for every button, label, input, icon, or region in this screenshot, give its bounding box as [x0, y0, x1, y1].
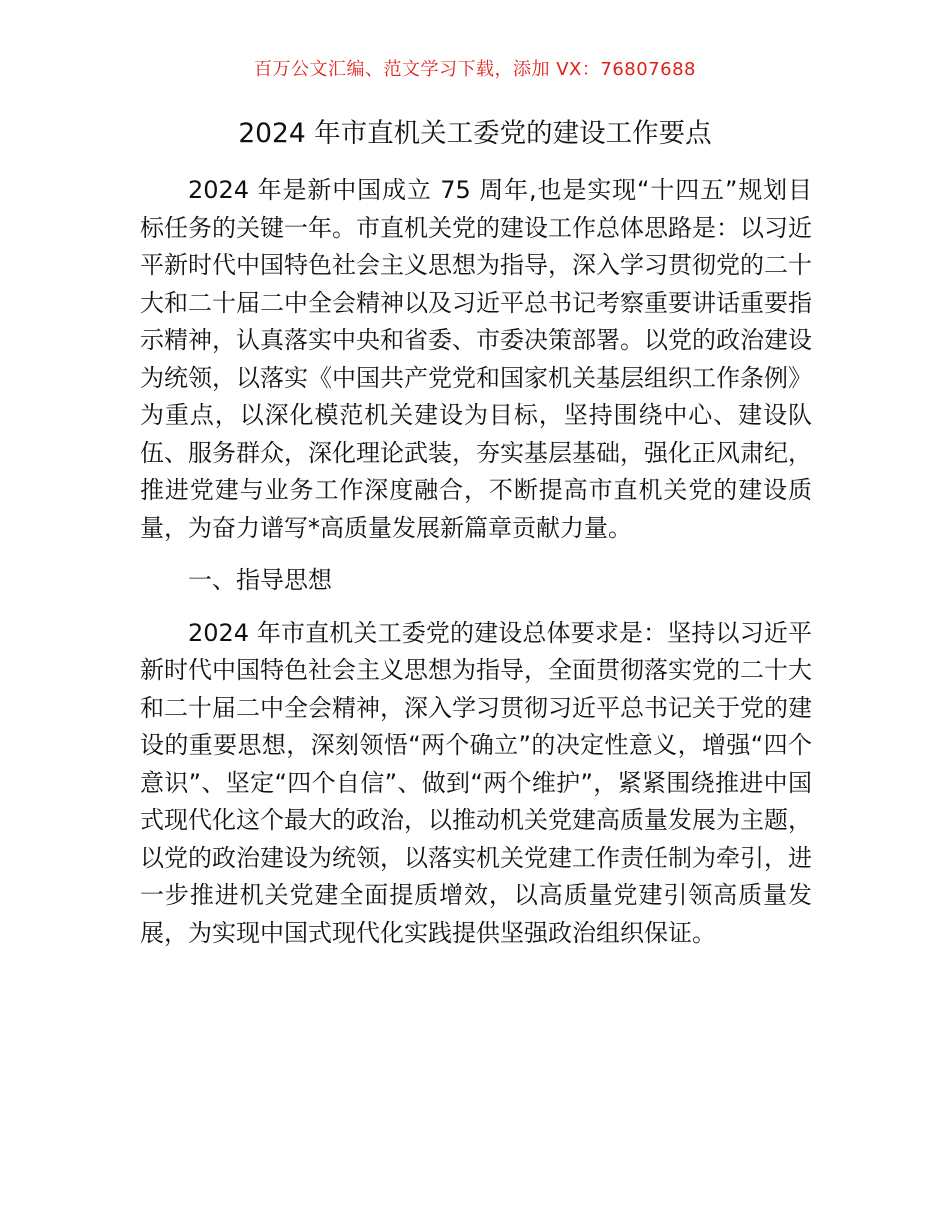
document-body	[140, 172, 812, 967]
section-heading-guiding-thought: 一、指导思想	[188, 566, 332, 594]
intro-paragraph: 2024 年是新中国成立 75 周年,也是实现“十四五”规划目标任务的关键一年。市直机关党的建设工作总体思路是：以习近平新时代中国特色社会主义思想为指导，深入学习贯彻党的二十大和二十届二中全会精神以及习近平总书记考察重要讲话重要指示精神，认真落实中央和省委、市委决策部署。以党的政治建设为统领，以落实《中国共产党党和国家机关基层组织工作条例》为重点，以深化模范机关建设为目标，坚持围绕中心、建设队伍、服务群众，深化理论武装，夯实基层基础，强化正风肃纪，推进党建与业务工作深度融合，不断提高市直机关党的建设质量，为奋力谱写*高质量发展新篇章贡献力量。	[140, 176, 812, 542]
document-title: 2024 年市直机关工委党的建设工作要点	[238, 118, 712, 149]
header-watermark-note: 百万公文汇编、范文学习下载，添加 VX：76807688	[254, 59, 696, 80]
section-paragraph: 2024 年市直机关工委党的建设总体要求是：坚持以习近平新时代中国特色社会主义思想为指导，全面贯彻落实党的二十大和二十届二中全会精神，深入学习贯彻习近平总书记关于党的建设的重要思想，深刻领悟“两个确立”的决定性意义，增强“四个意识”、坚定“四个自信”、做到“两个维护”，紧紧围绕推进中国式现代化这个最大的政治，以推动机关党建高质量发展为主题，以党的政治建设为统领，以落实机关党建工作责任制为牵引，进一步推进机关党建全面提质增效，以高质量党建引领高质量发展，为实现中国式现代化实践提供坚强政治组织保证。	[140, 618, 812, 947]
